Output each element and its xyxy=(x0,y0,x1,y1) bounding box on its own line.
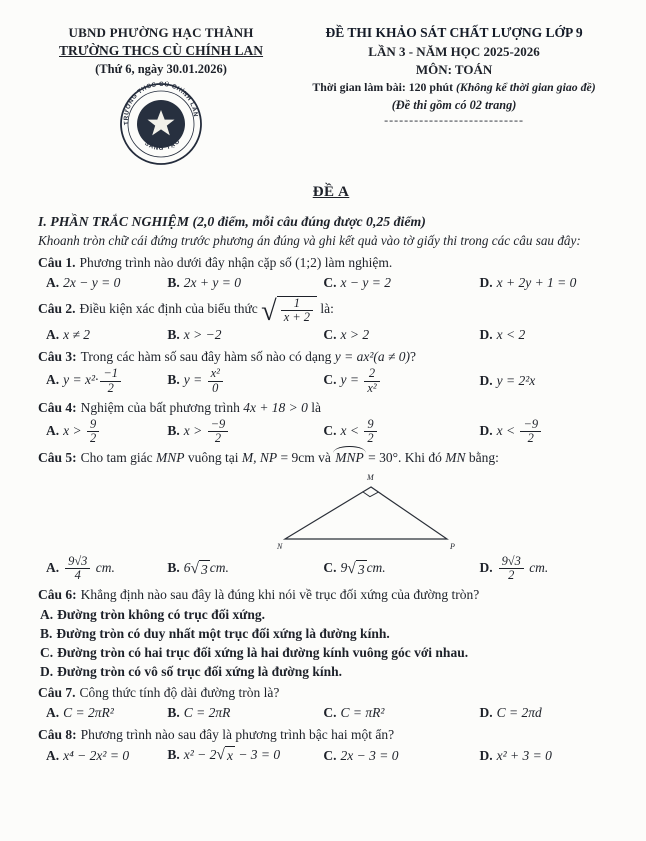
option-a xyxy=(46,418,167,445)
question-text: Công thức tính độ dài đường tròn là? xyxy=(79,685,280,701)
question-text: Khẳng định nào sau đây là đúng khi nói về trục đối xứng của đường tròn? xyxy=(80,587,480,603)
option-key: B. xyxy=(167,326,180,342)
option-b xyxy=(167,704,323,722)
option-b xyxy=(167,418,323,445)
question-label: Câu 6: xyxy=(38,587,77,603)
option-text: x > $\frac{-9}{2}$ xyxy=(184,423,230,438)
options-list xyxy=(38,606,624,680)
issuer-name: UBND PHƯỜNG HẠC THÀNH xyxy=(68,25,254,40)
option-key: B. xyxy=(167,705,180,721)
question-label: Câu 2. xyxy=(38,300,76,316)
option-key: B. xyxy=(167,274,180,290)
option-text: C = πR² xyxy=(340,705,385,721)
vertex-label-n: N xyxy=(277,542,283,552)
option-key: D. xyxy=(479,559,493,575)
option-text: x − y = 2 xyxy=(340,274,392,290)
option-text: x⁴ − 2x² = 0 xyxy=(63,747,130,763)
option-text: y = 2²x xyxy=(496,373,536,389)
option-key: B. xyxy=(167,560,180,576)
exam-pages-note: (Đề thi gồm có 02 trang) xyxy=(391,97,517,112)
option-key: A. xyxy=(40,607,54,623)
question-label: Câu 4: xyxy=(38,399,77,415)
exam-code-text: ĐỀ A xyxy=(312,184,350,201)
option-text: Đường tròn có hai trục đối xứng là hai đường kính vuông góc với nhau. xyxy=(57,644,469,660)
option-text: y = $\frac{2}{\text{x²}}$ xyxy=(341,372,382,387)
question-label: Câu 3: xyxy=(38,348,77,364)
option-key: A. xyxy=(46,559,60,575)
option-text: C = 2πR² xyxy=(63,705,114,721)
option-c xyxy=(40,644,624,662)
option-key: C. xyxy=(323,705,337,721)
question-line xyxy=(38,348,624,366)
option-key: D. xyxy=(479,373,493,389)
duration-note: (Không kể thời gian giao đề) xyxy=(455,80,596,95)
question-3 xyxy=(38,348,624,395)
option-text: x > 2 xyxy=(340,326,370,342)
question-4 xyxy=(38,399,624,446)
option-b xyxy=(167,326,323,344)
question-text: Phương trình nào dưới đây nhận cặp số (1;2) làm nghiệm. xyxy=(79,254,393,270)
question-1 xyxy=(38,254,624,292)
option-d xyxy=(479,372,624,390)
question-5 xyxy=(38,449,624,582)
question-text: Trong các hàm số sau đây hàm số nào có dạng y = ax²(a ≠ 0)? xyxy=(80,348,417,364)
option-text: 2x + y = 0 xyxy=(183,274,241,290)
question-label: Câu 7. xyxy=(38,685,76,701)
question-6 xyxy=(38,586,624,680)
option-key: D. xyxy=(479,705,493,721)
section-instruction: Khoanh tròn chữ cái đứng trước phương án đúng và ghi kết quả vào tờ giấy thi trong các câu sau đây: xyxy=(38,233,581,249)
option-text: 2x − y = 0 xyxy=(63,274,121,290)
options-row xyxy=(38,746,624,765)
option-text: 2x − 3 = 0 xyxy=(340,747,399,763)
option-d xyxy=(479,274,624,292)
question-line xyxy=(38,399,624,417)
option-key: B. xyxy=(167,422,180,438)
option-a xyxy=(40,606,624,624)
option-key: C. xyxy=(40,644,54,660)
header-divider: ---------------------------- xyxy=(384,112,524,127)
question-label: Câu 8: xyxy=(38,726,77,742)
option-key: A. xyxy=(46,274,60,290)
question-line xyxy=(38,684,624,702)
option-d xyxy=(479,747,624,765)
stamp-bottom-text: SÁNG TẠO xyxy=(143,138,182,153)
option-key: D. xyxy=(479,747,493,763)
options-row xyxy=(38,326,624,344)
option-d xyxy=(479,704,624,722)
option-key: C. xyxy=(323,747,337,763)
option-a xyxy=(46,704,167,722)
option-key: B. xyxy=(167,746,180,762)
option-key: B. xyxy=(40,625,53,641)
option-text: x < $\frac{9}{2}$ xyxy=(341,423,379,438)
school-stamp-icon xyxy=(118,81,204,167)
option-text: x > −2 xyxy=(183,326,222,342)
question-2 xyxy=(38,296,624,344)
option-key: B. xyxy=(167,372,180,388)
option-text: x > $\frac{9}{2}$ xyxy=(63,423,101,438)
option-text: x² − 2 √ x − 3 = 0 xyxy=(183,746,281,764)
exam-code xyxy=(38,183,624,203)
option-d xyxy=(479,326,624,344)
option-d xyxy=(479,418,624,445)
option-text: $\frac{9√3}{4}$ cm. xyxy=(63,560,115,575)
option-b xyxy=(167,559,323,578)
option-b xyxy=(167,746,323,765)
question-line xyxy=(38,254,624,272)
vertex-label-p: P xyxy=(450,542,455,552)
exam-duration xyxy=(284,80,624,96)
exam-title: ĐỀ THI KHẢO SÁT CHẤT LƯỢNG LỚP 9 xyxy=(325,25,583,40)
option-key: C. xyxy=(323,274,337,290)
option-key: A. xyxy=(46,422,60,438)
option-text: Đường tròn có vô số trục đối xứng là đường kính. xyxy=(57,663,343,679)
option-a xyxy=(46,747,167,765)
option-key: D. xyxy=(479,422,493,438)
question-text: Nghiệm của bất phương trình 4x + 18 > 0 là xyxy=(80,399,322,415)
option-d xyxy=(479,555,624,582)
option-c xyxy=(323,326,479,344)
option-b xyxy=(40,625,624,643)
question-line xyxy=(38,586,624,604)
options-row xyxy=(38,704,624,722)
duration-bold: Thời gian làm bài: 120 phút xyxy=(312,80,456,95)
option-c xyxy=(323,418,479,445)
question-text: Điều kiện xác định của biểu thức √ $\frac{1}{x + 2}$ là: xyxy=(79,295,334,327)
school-name: TRƯỜNG THCS CÙ CHÍNH LAN xyxy=(59,43,264,59)
option-c xyxy=(323,559,479,578)
option-key: C. xyxy=(323,326,337,342)
question-line xyxy=(38,726,624,744)
option-key: C. xyxy=(323,560,337,576)
question-text: Phương trình nào sau đây là phương trình bậc hai một ẩn? xyxy=(80,726,395,742)
option-text: 6 √ 3 cm. xyxy=(183,559,229,577)
option-text: y = $\frac{\text{x²}}{0}$ xyxy=(184,372,225,387)
option-text: C = 2πd xyxy=(496,705,542,721)
triangle-diagram xyxy=(271,471,461,553)
option-text: x ≠ 2 xyxy=(63,326,91,342)
option-text: y = x²· $\frac{-1}{2}$ xyxy=(63,372,123,387)
question-line xyxy=(38,295,624,327)
option-b xyxy=(167,274,323,292)
option-key: A. xyxy=(46,747,60,763)
question-label: Câu 5: xyxy=(38,450,77,466)
option-key: D. xyxy=(40,663,54,679)
school-stamp xyxy=(38,81,284,167)
options-row xyxy=(38,367,624,394)
section-title: I. PHẦN TRẮC NGHIỆM (2,0 điểm, mỗi câu đúng được 0,25 điểm) xyxy=(38,214,426,230)
option-text: Đường tròn không có trục đối xứng. xyxy=(57,607,265,623)
option-key: C. xyxy=(323,422,337,438)
options-row xyxy=(38,555,624,582)
question-8 xyxy=(38,726,624,765)
option-a xyxy=(46,274,167,292)
option-text: C = 2πR xyxy=(183,705,231,721)
exam-title-block xyxy=(284,24,624,129)
option-key: D. xyxy=(479,326,493,342)
option-d xyxy=(40,663,624,681)
question-7 xyxy=(38,684,624,722)
option-c xyxy=(323,274,479,292)
exam-date: (Thứ 6, ngày 30.01.2026) xyxy=(95,61,227,76)
option-text: $\frac{9√3}{2}$ cm. xyxy=(497,560,549,575)
exam-round: LẦN 3 - NĂM HỌC 2025-2026 xyxy=(368,43,540,59)
vertex-label-m: M xyxy=(367,473,374,483)
option-key: C. xyxy=(323,372,337,388)
option-a xyxy=(46,367,167,394)
option-b xyxy=(167,367,323,394)
option-a xyxy=(46,326,167,344)
option-text: Đường tròn có duy nhất một trục đối xứng là đường kính. xyxy=(56,625,390,641)
issuer-block xyxy=(38,24,284,167)
option-c xyxy=(323,747,479,765)
option-text: x + 2y + 1 = 0 xyxy=(496,274,577,290)
exam-subject: MÔN: TOÁN xyxy=(415,61,493,77)
exam-header xyxy=(38,24,624,167)
option-key: D. xyxy=(479,274,493,290)
option-text: x < 2 xyxy=(496,326,526,342)
options-row xyxy=(38,418,624,445)
option-text: x < $\frac{-9}{2}$ xyxy=(497,423,543,438)
question-line xyxy=(38,449,624,467)
question-text: Cho tam giác MNP vuông tại M, NP = 9cm và MNP = 30°. Khi đó MN bằng: xyxy=(80,450,499,466)
option-c xyxy=(323,704,479,722)
option-key: A. xyxy=(46,372,60,388)
option-key: A. xyxy=(46,705,60,721)
stamp-ring-text: TRƯỜNG THCS CÙ CHÍNH LAN xyxy=(122,81,200,126)
option-key: A. xyxy=(46,326,60,342)
options-row xyxy=(38,274,624,292)
option-text: 9 √ 3 cm. xyxy=(340,559,386,577)
option-text: x² + 3 = 0 xyxy=(496,747,552,763)
triangle-figure xyxy=(38,471,624,553)
option-c xyxy=(323,367,479,394)
question-label: Câu 1. xyxy=(38,254,76,270)
option-a xyxy=(46,555,167,582)
